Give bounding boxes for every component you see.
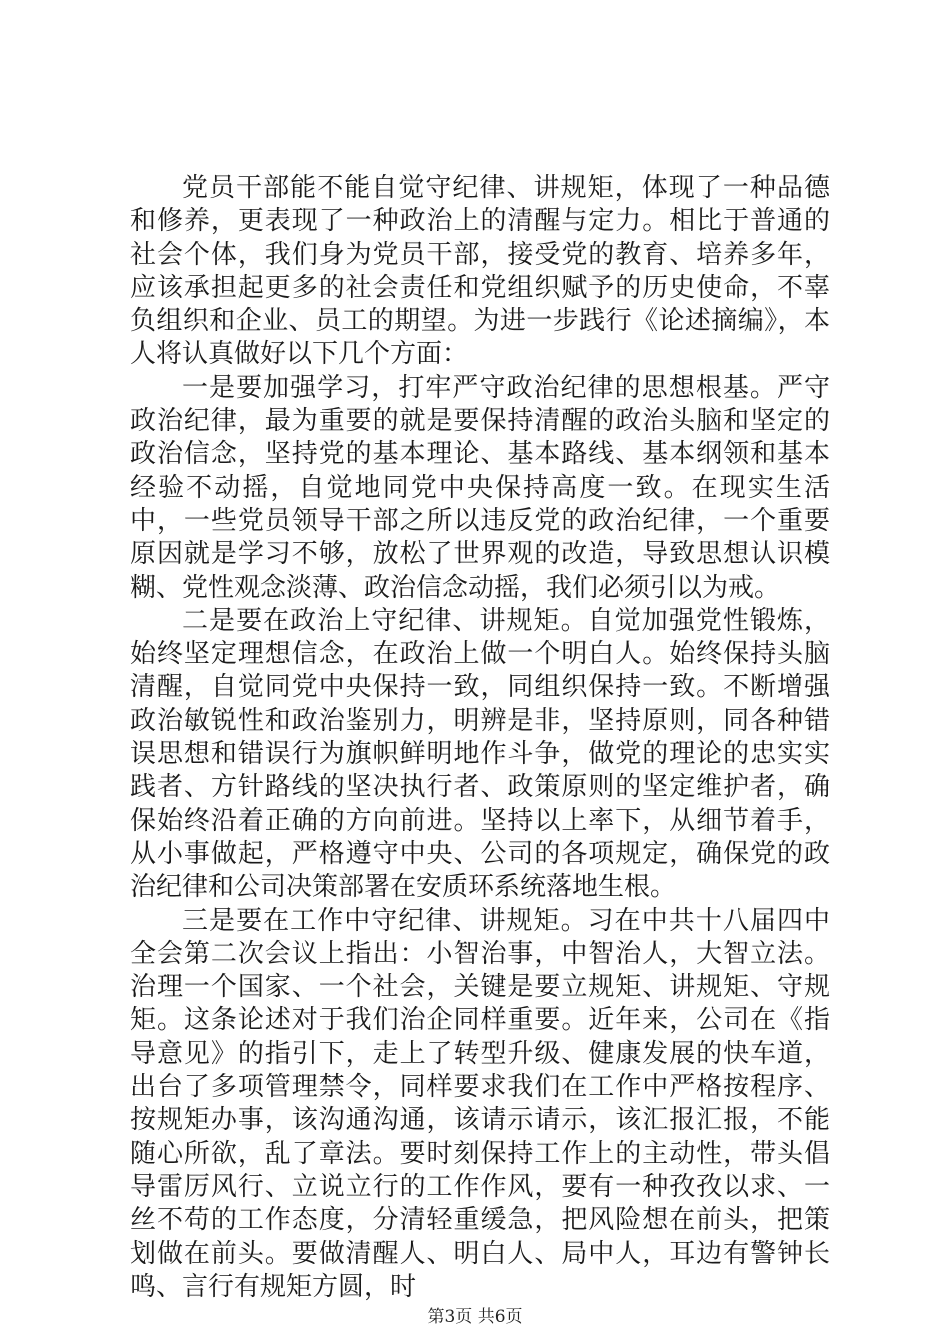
paragraph-point-one: 一是要加强学习，打牢严守政治纪律的思想根基。严守政治纪律，最为重要的就是要保持清醒的政治头脑和坚定的政治信念，坚持党的基本理论、基本路线、基本纲领和基本经验不动摇，自觉地同党中央保持高度一致。在现实生活中，一些党员领导干部之所以违反党的政治纪律，一个重要原因就是学习不够，放松了世界观的改造，导致思想认识模糊、党性观念淡薄、政治信念动摇，我们必须引以为戒。 <box>130 372 830 603</box>
document-body <box>130 172 830 1304</box>
page-number-footer: 第3页 共6页 <box>427 1307 523 1327</box>
paragraph-point-two: 二是要在政治上守纪律、讲规矩。自觉加强党性锻炼，始终坚定理想信念，在政治上做一个明白人。始终保持头脑清醒，自觉同党中央保持一致，同组织保持一致。不断增强政治敏锐性和政治鉴别力，明辨是非，坚持原则，同各种错误思想和错误行为旗帜鲜明地作斗争，做党的理论的忠实实践者、方针路线的坚决执行者、政策原则的坚定维护者，确保始终沿着正确的方向前进。坚持以上率下，从细节着手，从小事做起，严格遵守中央、公司的各项规定，确保党的政治纪律和公司决策部署在安质环系统落地生根。 <box>130 605 830 903</box>
paragraph-point-three: 三是要在工作中守纪律、讲规矩。习在中共十八届四中全会第二次会议上指出：小智治事，中智治人，大智立法。治理一个国家、一个社会，关键是要立规矩、讲规矩、守规矩。这条论述对于我们治企同样重要。近年来，公司在《指导意见》的指引下，走上了转型升级、健康发展的快车道，出台了多项管理禁令，同样要求我们在工作中严格按程序、按规矩办事，该沟通沟通，该请示请示，该汇报汇报，不能随心所欲，乱了章法。要时刻保持工作上的主动性，带头倡导雷厉风行、立说立行的工作作风，要有一种孜孜以求、一丝不苟的工作态度，分清轻重缓急，把风险想在前头，把策划做在前头。要做清醒人、明白人、局中人，耳边有警钟长鸣、言行有规矩方圆，时 <box>130 905 830 1302</box>
paragraph-intro: 党员干部能不能自觉守纪律、讲规矩，体现了一种品德和修养，更表现了一种政治上的清醒与定力。相比于普通的社会个体，我们身为党员干部，接受党的教育、培养多年，应该承担起更多的社会责任和党组织赋予的历史使命，不辜负组织和企业、员工的期望。为进一步践行《论述摘编》，本人将认真做好以下几个方面： <box>130 173 830 370</box>
